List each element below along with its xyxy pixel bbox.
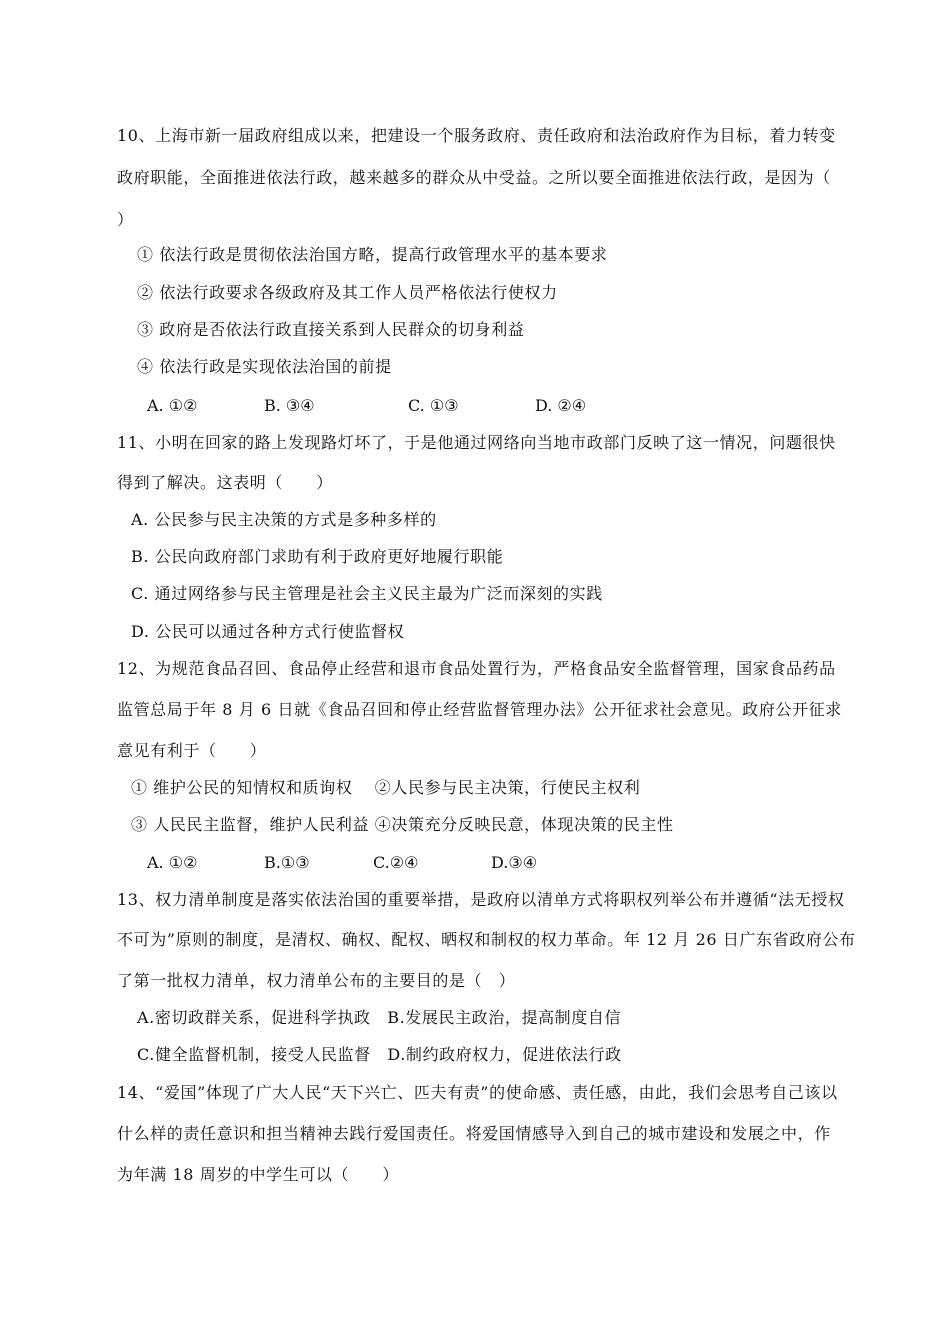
q12-stem-line-1: 12、为规范食品召回、食品停止经营和退市食品处置行为，严格食品安全监督管理，国家食品药品 <box>117 659 836 678</box>
q12-option-a: A. ①② <box>147 853 198 872</box>
q12-option-c: C.②④ <box>373 853 419 872</box>
q12-option-d: D.③④ <box>491 853 538 872</box>
q10-option-a: A. ①② <box>147 396 198 415</box>
q10-option-b: B. ③④ <box>264 396 315 415</box>
q11-option-c: C. 通过网络参与民主管理是社会主义民主最为广泛而深刻的实践 <box>131 584 603 603</box>
q13-stem-line-3: 了第一批权力清单，权力清单公布的主要目的是（ ） <box>117 971 516 990</box>
q12-option-b: B.①③ <box>264 853 310 872</box>
q12-stem-line-3: 意见有利于（ ） <box>117 741 267 760</box>
q13-stem-line-1: 13、权力清单制度是落实依法治国的重要举措，是政府以清单方式将职权列举公布并遵循“法无授权 <box>117 890 845 909</box>
q10-stem-line-1: 10、上海市新一届政府组成以来，把建设一个服务政府、责任政府和法治政府作为目标，着力转变 <box>117 126 836 145</box>
q13-stem-line-2: 不可为”原则的制度，是清权、确权、配权、晒权和制权的权力革命。年 12 月 26 日广东省政府公布 <box>117 930 856 949</box>
q11-option-a: A. 公民参与民主决策的方式是多种多样的 <box>131 510 437 529</box>
q11-stem-line-2: 得到了解决。这表明（ ） <box>117 473 333 492</box>
q10-stem-line-2: 政府职能，全面推进依法行政，越来越多的群众从中受益。之所以要全面推进依法行政，是因为（ <box>117 168 831 187</box>
q10-item-4: ④ 依法行政是实现依法治国的前提 <box>137 357 392 376</box>
q12-item-1: ① 维护公民的知情权和质询权 ②人民参与民主决策，行使民主权利 <box>131 778 641 797</box>
q12-item-2: ③ 人民民主监督，维护人民利益 ④决策充分反映民意，体现决策的民主性 <box>131 815 674 834</box>
q13-options-line-2: C.健全监督机制，接受人民监督 D.制约政府权力，促进依法行政 <box>137 1045 622 1064</box>
q11-option-b: B. 公民向政府部门求助有利于政府更好地履行职能 <box>131 547 504 566</box>
q10-item-3: ③ 政府是否依法行政直接关系到人民群众的切身利益 <box>137 320 525 339</box>
q11-stem-line-1: 11、小明在回家的路上发现路灯坏了，于是他通过网络向当地市政部门反映了这一情况，问题很快 <box>117 433 836 452</box>
q10-item-1: ① 依法行政是贯彻依法治国方略，提高行政管理水平的基本要求 <box>137 245 608 264</box>
q10-stem-line-3: ） <box>117 210 134 229</box>
q14-stem-line-2: 什么样的责任意识和担当精神去践行爱国责任。将爱国情感导入到自己的城市建设和发展之中，作 <box>117 1124 831 1143</box>
q10-option-d: D. ②④ <box>535 396 587 415</box>
q13-options-line-1: A.密切政群关系，促进科学执政 B.发展民主政治，提高制度自信 <box>137 1008 622 1027</box>
q14-stem-line-3: 为年满 18 周岁的中学生可以（ ） <box>117 1165 399 1184</box>
q14-stem-line-1: 14、“爱国”体现了广大人民“天下兴亡、匹夫有责”的使命感、责任感，由此，我们会思考自己该以 <box>117 1083 838 1102</box>
q12-stem-line-2: 监管总局于年 8 月 6 日就《食品召回和停止经营监督管理办法》公开征求社会意见。政府公开征求 <box>117 700 842 719</box>
q10-item-2: ② 依法行政要求各级政府及其工作人员严格依法行使权力 <box>137 283 558 302</box>
q11-option-d: D. 公民可以通过各种方式行使监督权 <box>131 622 405 641</box>
q10-option-c: C. ①③ <box>408 396 459 415</box>
